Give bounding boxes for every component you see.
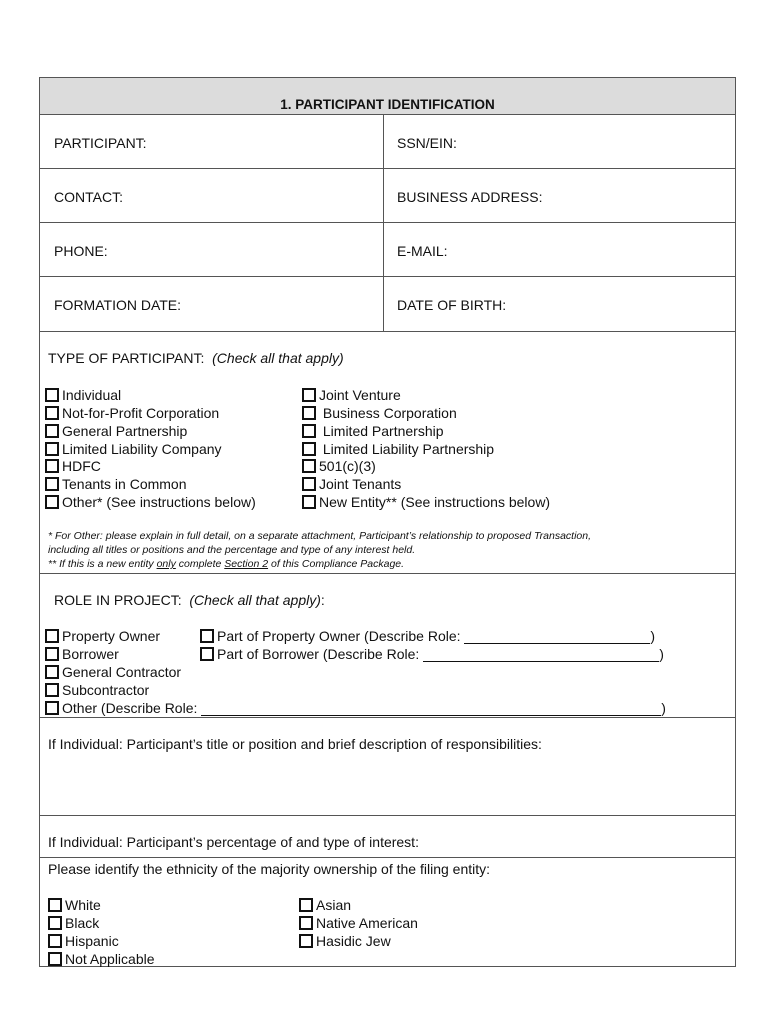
note-other-continued: including all titles or positions and the percentage and type of any interest held. [48, 544, 416, 556]
phone-label: PHONE: [54, 243, 108, 259]
checkbox-native-american[interactable]: Native American [299, 914, 418, 932]
checkbox-icon[interactable] [299, 898, 313, 912]
checkbox-hdfc[interactable]: HDFC [45, 457, 101, 475]
checkbox-icon[interactable] [48, 916, 62, 930]
checkbox-not-for-profit[interactable]: Not-for-Profit Corporation [45, 404, 219, 422]
type-of-participant-heading: TYPE OF PARTICIPANT: (Check all that apply) [48, 350, 344, 366]
business-address-label: BUSINESS ADDRESS: [397, 189, 543, 205]
checkbox-icon[interactable] [45, 459, 59, 473]
participant-identification-form [39, 77, 736, 967]
checkbox-icon[interactable] [48, 952, 62, 966]
checkbox-part-of-property-owner[interactable]: Part of Property Owner (Describe Role: ) [200, 627, 655, 645]
checkbox-joint-venture[interactable]: Joint Venture [302, 386, 401, 404]
date-of-birth-label: DATE OF BIRTH: [397, 297, 507, 313]
checkbox-other-role[interactable]: Other (Describe Role: ) [45, 699, 666, 717]
checkbox-new-entity[interactable]: New Entity** (See instructions below) [302, 493, 550, 511]
email-label: E-MAIL: [397, 243, 448, 259]
describe-role-other-field[interactable] [201, 701, 661, 716]
checkbox-icon[interactable] [302, 459, 316, 473]
checkbox-other[interactable]: Other* (See instructions below) [45, 493, 256, 511]
note-other: * For Other: please explain in full detail, on a separate attachment, Participant’s relationship to proposed Transaction, [48, 530, 592, 542]
checkbox-icon[interactable] [48, 934, 62, 948]
checkbox-part-of-borrower[interactable]: Part of Borrower (Describe Role: ) [200, 645, 664, 663]
checkbox-llp[interactable]: Limited Liability Partnership [302, 440, 494, 458]
formation-date-label: FORMATION DATE: [54, 297, 182, 313]
type-instruction: (Check all that apply) [212, 350, 344, 366]
checkbox-icon[interactable] [48, 898, 62, 912]
checkbox-icon[interactable] [45, 683, 59, 697]
individual-percentage-prompt: If Individual: Participant’s percentage of and type of interest: [48, 834, 419, 850]
checkbox-icon[interactable] [200, 647, 214, 661]
checkbox-hispanic[interactable]: Hispanic [48, 932, 119, 950]
checkbox-icon[interactable] [302, 406, 316, 420]
checkbox-not-applicable[interactable]: Not Applicable [48, 950, 155, 968]
checkbox-white[interactable]: White [48, 896, 101, 914]
checkbox-icon[interactable] [302, 477, 316, 491]
checkbox-individual[interactable]: Individual [45, 386, 121, 404]
checkbox-icon[interactable] [45, 629, 59, 643]
checkbox-black[interactable]: Black [48, 914, 99, 932]
checkbox-icon[interactable] [45, 442, 59, 456]
checkbox-icon[interactable] [45, 406, 59, 420]
checkbox-asian[interactable]: Asian [299, 896, 351, 914]
checkbox-icon[interactable] [302, 424, 316, 438]
checkbox-icon[interactable] [302, 442, 316, 456]
contact-label: CONTACT: [54, 189, 123, 205]
role-instruction: (Check all that apply) [189, 592, 321, 608]
checkbox-subcontractor[interactable]: Subcontractor [45, 681, 149, 699]
checkbox-hasidic-jew[interactable]: Hasidic Jew [299, 932, 391, 950]
checkbox-icon[interactable] [299, 934, 313, 948]
describe-role-owner-field[interactable] [464, 629, 650, 644]
checkbox-icon[interactable] [45, 424, 59, 438]
role-in-project-heading: ROLE IN PROJECT: (Check all that apply): [54, 592, 325, 608]
checkbox-property-owner[interactable]: Property Owner [45, 627, 160, 645]
note-new-entity: ** If this is a new entity only complete Section 2 of this Compliance Package. [48, 558, 405, 570]
checkbox-icon[interactable] [302, 388, 316, 402]
checkbox-501c3[interactable]: 501(c)(3) [302, 457, 376, 475]
checkbox-business-corporation[interactable]: Business Corporation [302, 404, 457, 422]
ethnicity-prompt: Please identify the ethnicity of the majority ownership of the filing entity: [48, 861, 491, 877]
describe-role-borrower-field[interactable] [423, 647, 659, 662]
section-title: 1. PARTICIPANT IDENTIFICATION [280, 97, 495, 112]
checkbox-joint-tenants[interactable]: Joint Tenants [302, 475, 401, 493]
checkbox-icon[interactable] [45, 477, 59, 491]
ssn-ein-label: SSN/EIN: [397, 135, 457, 151]
checkbox-icon[interactable] [45, 665, 59, 679]
checkbox-icon[interactable] [45, 495, 59, 509]
checkbox-icon[interactable] [299, 916, 313, 930]
checkbox-borrower[interactable]: Borrower [45, 645, 119, 663]
checkbox-icon[interactable] [45, 388, 59, 402]
individual-title-prompt: If Individual: Participant’s title or position and brief description of responsibilities: [48, 736, 542, 752]
checkbox-tenants-in-common[interactable]: Tenants in Common [45, 475, 187, 493]
checkbox-general-contractor[interactable]: General Contractor [45, 663, 181, 681]
checkbox-icon[interactable] [200, 629, 214, 643]
checkbox-llc[interactable]: Limited Liability Company [45, 440, 222, 458]
checkbox-icon[interactable] [302, 495, 316, 509]
checkbox-icon[interactable] [45, 701, 59, 715]
checkbox-icon[interactable] [45, 647, 59, 661]
checkbox-general-partnership[interactable]: General Partnership [45, 422, 187, 440]
participant-label: PARTICIPANT: [54, 135, 147, 151]
checkbox-limited-partnership[interactable]: Limited Partnership [302, 422, 444, 440]
